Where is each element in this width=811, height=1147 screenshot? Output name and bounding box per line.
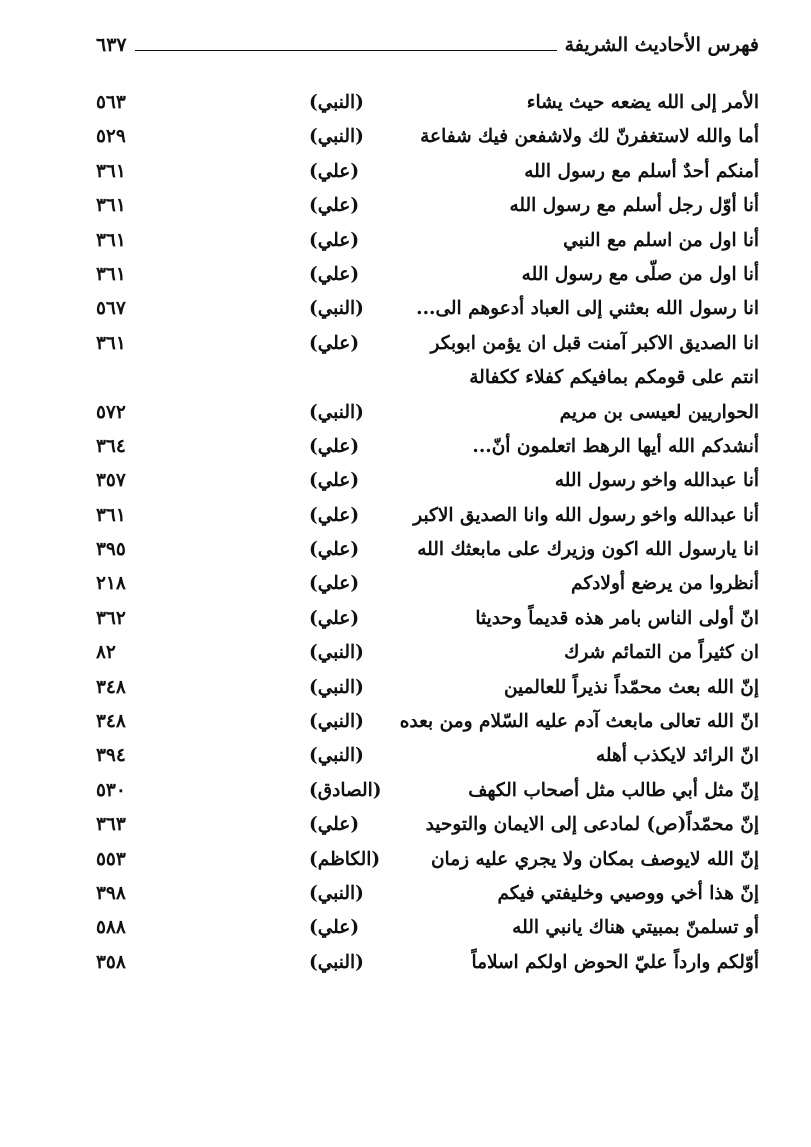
index-row xyxy=(96,499,759,533)
narrator: (علي) xyxy=(309,263,360,285)
page-reference: ٥٥٣ xyxy=(96,848,126,870)
narrator: (الكاظم) xyxy=(309,848,381,870)
narrator: (علي) xyxy=(309,814,360,836)
page-reference: ٣٤٨ xyxy=(96,676,126,698)
hadith-text: انا يارسول الله اكون وزيرك على مابعثك الله xyxy=(417,539,759,561)
narrator: (النبي) xyxy=(309,126,364,148)
page-reference: ٣٦١ xyxy=(96,332,126,354)
narrator: (النبي) xyxy=(309,676,364,698)
narrator: (علي) xyxy=(309,229,360,251)
index-row xyxy=(96,396,759,430)
page-header xyxy=(96,30,759,64)
hadith-text: إنّ محمّداً(ص) لمادعى إلى الايمان والتوحيد xyxy=(425,814,759,836)
page-reference: ٨٢ xyxy=(96,642,116,664)
page-reference: ٥٣٠ xyxy=(96,779,126,801)
page-reference: ٣٦١ xyxy=(96,160,126,182)
running-title: فهرس الأحاديث الشريفة xyxy=(557,34,759,56)
index-row xyxy=(96,189,759,223)
hadith-text: أمنكم أحدٌ أسلم مع رسول الله xyxy=(524,160,759,182)
hadith-text: أو تسلمنّ بمبيتي هناك يانبي الله xyxy=(512,917,759,939)
page-reference: ٣٩٤ xyxy=(96,745,126,767)
narrator: (علي) xyxy=(309,504,360,526)
narrator: (النبي) xyxy=(309,401,364,423)
narrator: (علي) xyxy=(309,607,360,629)
narrator: (علي) xyxy=(309,470,360,492)
hadith-text: إنّ الله بعث محمّداً نذيراً للعالمين xyxy=(503,676,759,698)
narrator: (علي) xyxy=(309,160,360,182)
narrator: (علي) xyxy=(309,917,360,939)
narrator: (النبي) xyxy=(309,642,364,664)
page-reference: ٣٦٢ xyxy=(96,607,126,629)
hadith-text: أنشدكم الله أيها الرهط اتعلمون أنّ... xyxy=(472,435,759,457)
page-reference: ٣٩٨ xyxy=(96,882,126,904)
narrator: (الصادق) xyxy=(309,779,382,801)
index-row xyxy=(96,602,759,636)
index-row xyxy=(96,774,759,808)
hadith-text: الأمر إلى الله يضعه حيث يشاء xyxy=(526,92,759,113)
page-reference: ٥٦٧ xyxy=(96,298,126,320)
hadith-text: انّ أولى الناس بامر هذه قديماً وحديثا xyxy=(475,607,759,629)
index-row xyxy=(96,224,759,258)
page-reference: ٥٨٨ xyxy=(96,917,126,939)
page-reference: ٥٧٢ xyxy=(96,401,126,423)
hadith-text: إنّ هذا أخي ووصيي وخليفتي فيكم xyxy=(497,882,759,904)
page-reference: ٣٦١ xyxy=(96,504,126,526)
hadith-text: أما والله لاستغفرنّ لك ولاشفعن فيك شفاعة xyxy=(420,126,759,148)
index-row xyxy=(96,258,759,292)
index-row xyxy=(96,86,759,120)
hadith-text: انا رسول الله بعثني إلى العباد أدعوهم الى... xyxy=(416,298,759,320)
index-row xyxy=(96,361,759,395)
hadith-text: انا الصديق الاكبر آمنت قبل ان يؤمن ابوبكر xyxy=(430,332,759,354)
page-reference: ٥٢٩ xyxy=(96,126,126,148)
page-reference: ٣٦١ xyxy=(96,229,126,251)
index-row xyxy=(96,671,759,705)
hadith-text: أنا عبدالله واخو رسول الله xyxy=(554,470,759,492)
narrator: (علي) xyxy=(309,573,360,595)
index-row xyxy=(96,636,759,670)
hadith-text: أنا اول من اسلم مع النبي xyxy=(563,229,759,251)
index-row xyxy=(96,464,759,498)
index-row xyxy=(96,120,759,154)
narrator: (النبي) xyxy=(309,745,364,767)
index-row xyxy=(96,430,759,464)
index-row xyxy=(96,843,759,877)
hadith-text: ان كثيراً من التمائم شرك xyxy=(564,642,759,664)
hadith-index-list xyxy=(96,86,759,980)
page-reference: ٣٦١ xyxy=(96,263,126,285)
index-row xyxy=(96,155,759,189)
index-row xyxy=(96,533,759,567)
page-reference: ٣٥٨ xyxy=(96,951,126,973)
hadith-text: أنا عبدالله واخو رسول الله وانا الصديق الاكبر xyxy=(413,504,759,526)
narrator: (النبي) xyxy=(309,298,364,320)
page-reference: ٣٦٣ xyxy=(96,814,126,836)
narrator: (علي) xyxy=(309,332,360,354)
narrator: (النبي) xyxy=(309,882,364,904)
narrator: (علي) xyxy=(309,539,360,561)
page-reference: ٣٥٧ xyxy=(96,470,126,492)
index-row xyxy=(96,567,759,601)
narrator: (النبي) xyxy=(309,92,364,113)
page-reference: ٥٦٣ xyxy=(96,92,126,113)
hadith-text: أنا اول من صلّى مع رسول الله xyxy=(521,263,759,285)
page-reference: ٣٩٥ xyxy=(96,539,126,561)
page-reference: ٣٤٨ xyxy=(96,711,126,733)
hadith-text: انتم على قومكم بمافيكم كفلاء ككفالة xyxy=(469,367,759,389)
hadith-text: الحواريين لعيسى بن مريم xyxy=(559,401,759,423)
index-row xyxy=(96,877,759,911)
narrator: (النبي) xyxy=(309,711,364,733)
index-row xyxy=(96,911,759,945)
hadith-text: أنظروا من يرضع أولادكم xyxy=(571,573,759,595)
index-row xyxy=(96,705,759,739)
hadith-text: إنّ مثل أبي طالب مثل أصحاب الكهف xyxy=(468,779,759,801)
hadith-text: إنّ الله لايوصف بمكان ولا يجري عليه زمان xyxy=(430,848,759,870)
index-row xyxy=(96,292,759,326)
hadith-text: انّ الرائد لايكذب أهله xyxy=(595,745,759,767)
narrator: (النبي) xyxy=(309,951,364,973)
index-row xyxy=(96,739,759,773)
narrator: (علي) xyxy=(309,195,360,217)
index-row xyxy=(96,327,759,361)
hadith-text: أوّلكم وارداً عليّ الحوض اولكم اسلاماً xyxy=(471,951,759,973)
hadith-text: أنا أوّل رجل أسلم مع رسول الله xyxy=(509,195,759,217)
page-reference: ٣٦٤ xyxy=(96,435,126,457)
page-reference: ٣٦١ xyxy=(96,195,126,217)
page-reference: ٢١٨ xyxy=(96,573,126,595)
index-row xyxy=(96,946,759,980)
narrator: (علي) xyxy=(309,435,360,457)
page-number: ٦٣٧ xyxy=(96,34,135,56)
hadith-text: انّ الله تعالى مابعث آدم عليه السّلام ومن بعده xyxy=(399,711,759,733)
index-row xyxy=(96,808,759,842)
